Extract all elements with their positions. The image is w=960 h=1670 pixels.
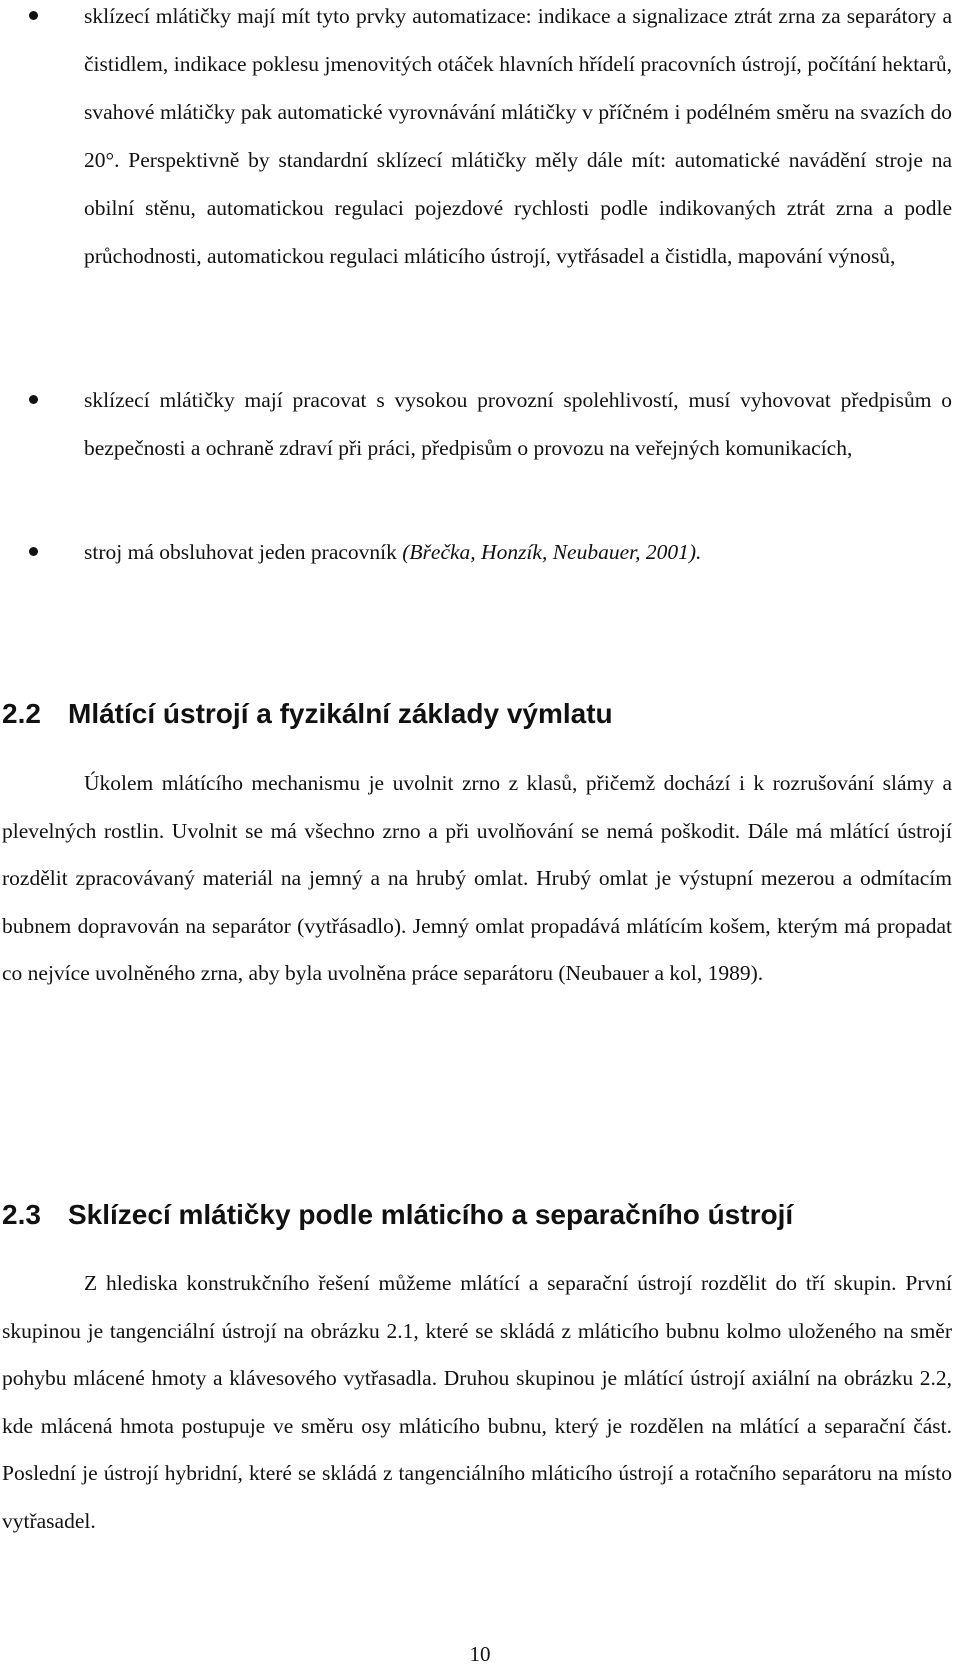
section-paragraph: Úkolem mlátícího mechanismu je uvolnit zrno z klasů, přičemž dochází i k rozrušování slámy a plevelných rostlin. Uvolnit se má všechno zrno a při uvolňování se nemá poškodit. Dále má mlátící ústrojí rozdělit zpracovávaný materiál na jemný a na hrubý omlat. Hrubý omlat je výstupní mezerou a odmítacím bubnem dopravován na separátor (vytřásadlo). Jemný omlat propadává mlátícím košem, kterým má propadat co nejvíce uvolněného zrna, aby byla uvolněna práce separátoru (Neubauer a kol, 1989).	[2, 771, 952, 985]
citation: (Břečka, Honzík, Neubauer, 2001).	[402, 540, 702, 564]
section-paragraph: Z hlediska konstrukčního řešení můžeme mlátící a separační ústrojí rozdělit do tří skupin. První skupinou je tangenciální ústrojí na obrázku 2.1, které se skládá z mláticího bubnu kolmo uloženého na směr pohybu mlácené hmoty a klávesového vytřasadla. Druhou skupinou je mlátící ústrojí axiální na obrázku 2.2, kde mlácená hmota postupuje ve směru osy mláticího bubnu, který je rozdělen na mlátící a separační část. Poslední je ústrojí hybridní, které se skládá z tangenciálního mláticího ústrojí a rotačního separátoru na místo vytřasadel.	[2, 1271, 952, 1533]
bullet-dot-icon	[29, 395, 38, 404]
section-number: 2.3	[2, 1199, 41, 1230]
section-title: Sklízecí mlátičky podle mláticího a separačního ústrojí	[68, 1199, 794, 1230]
section-number: 2.2	[2, 698, 41, 729]
bullet-text-body: stroj má obsluhovat jeden pracovník	[84, 540, 403, 564]
section-title: Mlátící ústrojí a fyzikální základy výmlatu	[68, 698, 613, 729]
section-heading	[2, 1195, 942, 1235]
bullet-text: sklízecí mlátičky mají mít tyto prvky automatizace: indikace a signalizace ztrát zrna za separátory a čistidlem, indikace poklesu jmenovitých otáček hlavních hřídelí pracovních ústrojí, počítání hektarů, svahové mlátičky pak automatické vyrovnávání mlátičky v příčném i podélném směru na svazích do 20°. Perspektivně by standardní sklízecí mlátičky měly dále mít: automatické navádění stroje na obilní stěnu, automatickou regulaci pojezdové rychlosti podle indikovaných ztrát zrna a podle průchodnosti, automatickou regulaci mláticího ústrojí, vytřásadel a čistidla, mapování výnosů,	[84, 4, 952, 268]
bullet-dot-icon	[29, 547, 38, 556]
bullet-text	[84, 528, 952, 576]
page-number: 10	[469, 1642, 491, 1666]
section-heading	[2, 694, 942, 734]
bullet-text: sklízecí mlátičky mají pracovat s vysokou provozní spolehlivostí, musí vyhovovat předpisům o bezpečnosti a ochraně zdraví při práci, předpisům o provozu na veřejných komunikacích,	[84, 388, 952, 460]
bullet-dot-icon	[29, 11, 38, 20]
